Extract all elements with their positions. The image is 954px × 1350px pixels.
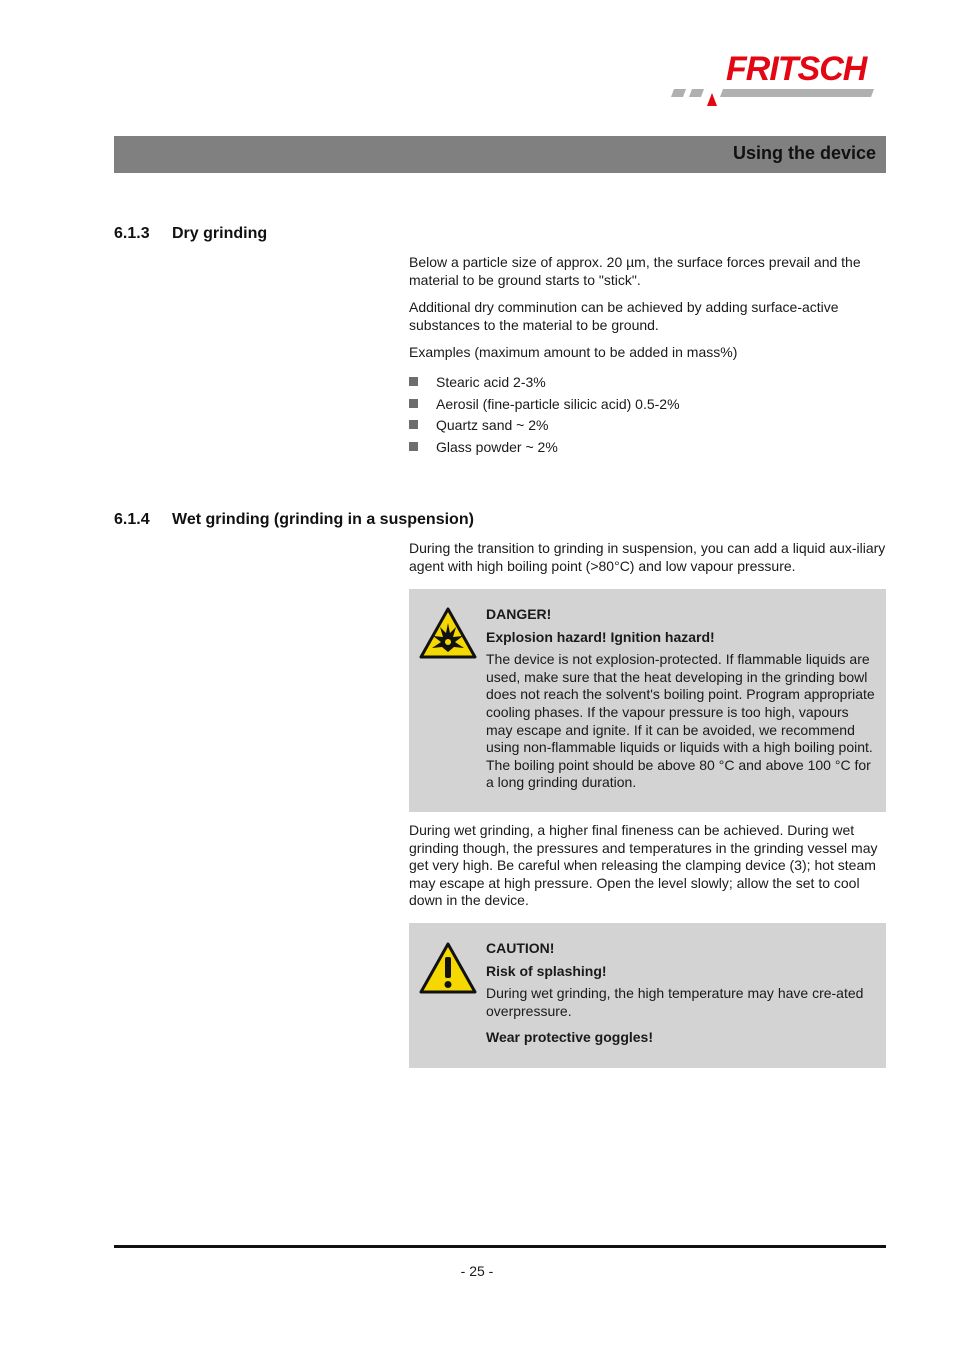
bullet-square-icon [409, 420, 418, 429]
dry-grinding-paragraph-2: Additional dry comminution can be achieved by adding surface-active substances to the material to be ground. [409, 299, 839, 333]
bullet-square-icon [409, 442, 418, 451]
bullet-square-icon [409, 399, 418, 408]
caution-notice-content [486, 940, 876, 1047]
list-item: Quartz sand ~ 2% [409, 415, 887, 437]
footer-divider [114, 1245, 886, 1248]
warning-exclamation-icon [418, 941, 478, 995]
additive-examples-list [409, 372, 887, 458]
logo-stripes-icon [668, 86, 878, 110]
section-614-number: 6.1.4 [114, 511, 150, 528]
caution-notice-box [409, 923, 886, 1068]
list-item: Glass powder ~ 2% [409, 437, 887, 459]
explosion-hazard-icon [418, 606, 478, 660]
bullet-square-icon [409, 377, 418, 386]
chapter-header-bar [114, 136, 886, 173]
caution-action: Wear protective goggles! [486, 1029, 654, 1046]
list-item: Stearic acid 2-3% [409, 372, 887, 394]
wet-grinding-body: During wet grinding, a higher final fineness can be achieved. During wet grinding though, the pressures and temperatures in the grinding vessel may get very high. Be careful when releasing the clamping device (3); hot steam may escape at high pressure. Open the level slowly; allow the set to cool down in the device. [409, 822, 878, 909]
dry-grinding-paragraph-1: Below a particle size of approx. 20 µm, the surface forces prevail and the material to be ground starts to "stick". [409, 254, 861, 288]
danger-text: The device is not explosion-protected. If flammable liquids are used, make sure that the heat developing in the grinding bowl does not reach the solvent's boiling point. Program appropriate cooling phases. If the vapour pressure is too high, vapours may escape and ignite. If it can be avoided, we recommend using non-flammable liquids or liquids with a high boiling point. The boiling point should be above 80 °C and above 100 °C for a long grinding duration. [486, 651, 875, 791]
section-614-title: Wet grinding (grinding in a suspension) [172, 511, 474, 528]
danger-subtitle: Explosion hazard! Ignition hazard! [486, 628, 715, 645]
section-614-heading [114, 511, 474, 529]
caution-signal-word: CAUTION! [486, 940, 555, 956]
danger-signal-word: DANGER! [486, 606, 552, 622]
danger-notice-box [409, 589, 886, 812]
section-613-heading [114, 225, 267, 243]
page-number: - 25 - [460, 1263, 494, 1279]
logo-wordmark: FRITSCH [726, 50, 867, 88]
section-613-number: 6.1.3 [114, 225, 150, 242]
fritsch-logo [668, 50, 888, 112]
dry-grinding-paragraph-3: Examples (maximum amount to be added in mass%) [409, 344, 738, 360]
section-613-title: Dry grinding [172, 225, 268, 242]
wet-grinding-intro: During the transition to grinding in suspension, you can add a liquid aux-iliary agent with high boiling point (>80°C) and low vapour pressure. [409, 540, 886, 574]
danger-notice-content [486, 606, 876, 792]
caution-subtitle: Risk of splashing! [486, 962, 607, 979]
list-item: Aerosil (fine-particle silicic acid) 0.5-2% [409, 394, 887, 416]
chapter-title: Using the device [732, 143, 876, 163]
caution-text: During wet grinding, the high temperature may have cre-ated overpressure. [486, 985, 864, 1019]
